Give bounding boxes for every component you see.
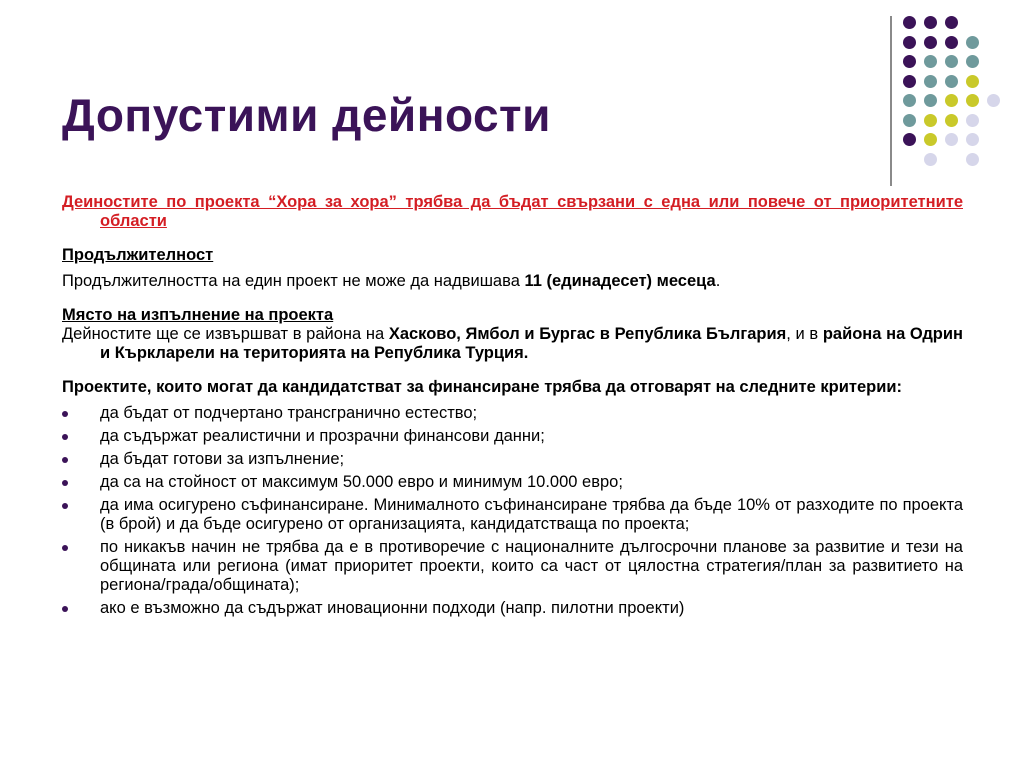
- slide-body: [62, 193, 963, 622]
- list-item: да бъдат готови за изпълнение;: [62, 450, 963, 469]
- decorative-dot: [945, 16, 958, 29]
- bullet-icon: [62, 434, 68, 440]
- decorative-dot: [924, 75, 937, 88]
- location-turkey: района на Одрин и Къркларели на територията на Република Турция.: [100, 325, 963, 362]
- location-bulgaria: Хасково, Ямбол и Бургас в Република България: [388, 325, 787, 343]
- decorative-dot: [966, 114, 979, 127]
- decorative-dot: [903, 94, 916, 107]
- decorative-dot: [966, 133, 979, 146]
- bullet-icon: [62, 606, 68, 612]
- decorative-dot: [924, 55, 937, 68]
- duration-value: 11 (единадесет) месеца: [524, 272, 716, 290]
- decorative-dot: [945, 36, 958, 49]
- bullet-icon: [62, 503, 68, 509]
- location-heading: Място на изпълнение на проекта: [62, 306, 334, 324]
- decorative-dot: [903, 114, 916, 127]
- decorative-dot: [966, 94, 979, 107]
- duration-text: Продължителността на един проект не може да надвишава 11 (единадесет) месеца.: [62, 272, 721, 290]
- decorative-divider-line: [890, 16, 892, 186]
- bullet-icon: [62, 411, 68, 417]
- list-item: ако е възможно да съдържат иновационни подходи (напр. пилотни проекти): [62, 599, 963, 618]
- decorative-dot: [924, 36, 937, 49]
- location-text: Дейностите ще се извършват в района на Хасково, Ямбол и Бургас в Република България, и в района на Одрин и Къркларели на територията на Република Турция.: [62, 325, 963, 362]
- slide-title: Допустими дейности: [62, 89, 551, 141]
- decorative-dot: [924, 153, 937, 166]
- decorative-dot: [924, 16, 937, 29]
- decorative-dot: [903, 75, 916, 88]
- decorative-dot: [945, 114, 958, 127]
- list-item: по никакъв начин не трябва да е в противоречие с националните дългосрочни планове за развитие и тези на общината или региона (имат приоритет проекти, които са част от цялостна стратегия/план за развитието на региона/града/общината);: [62, 538, 963, 595]
- bullet-icon: [62, 457, 68, 463]
- criteria-heading: Проектите, които могат да кандидатстват за финансиране трябва да отговарят на следните критерии:: [62, 378, 902, 396]
- decorative-dot: [966, 153, 979, 166]
- decorative-dot-grid: [901, 14, 1011, 164]
- criteria-list: [62, 404, 963, 618]
- decorative-dot: [966, 55, 979, 68]
- list-item: да са на стойност от максимум 50.000 евро и минимум 10.000 евро;: [62, 473, 963, 492]
- decorative-dot: [945, 55, 958, 68]
- decorative-dot: [903, 55, 916, 68]
- decorative-dot: [945, 94, 958, 107]
- decorative-dot: [966, 36, 979, 49]
- decorative-dot: [945, 75, 958, 88]
- intro-text: Деиностите по проекта “Хора за хора” трябва да бъдат свързани с една или повече от приоритетните области: [62, 193, 963, 230]
- decorative-dot: [987, 94, 1000, 107]
- bullet-icon: [62, 545, 68, 551]
- decorative-dot: [924, 114, 937, 127]
- decorative-dot: [945, 133, 958, 146]
- list-item: да бъдат от подчертано трансгранично естество;: [62, 404, 963, 423]
- decorative-dot: [903, 133, 916, 146]
- decorative-dot: [903, 36, 916, 49]
- bullet-icon: [62, 480, 68, 486]
- decorative-dot: [924, 133, 937, 146]
- list-item: да съдържат реалистични и прозрачни финансови данни;: [62, 427, 963, 446]
- decorative-dot: [924, 94, 937, 107]
- list-item: да има осигурено съфинансиране. Минималното съфинансиране трябва да бъде 10% от разходите по проекта (в брой) и да бъде осигурено от организацията, кандидатстваща по проекта;: [62, 496, 963, 534]
- decorative-dot: [966, 75, 979, 88]
- duration-heading: Продължителност: [62, 246, 214, 264]
- decorative-dot: [903, 16, 916, 29]
